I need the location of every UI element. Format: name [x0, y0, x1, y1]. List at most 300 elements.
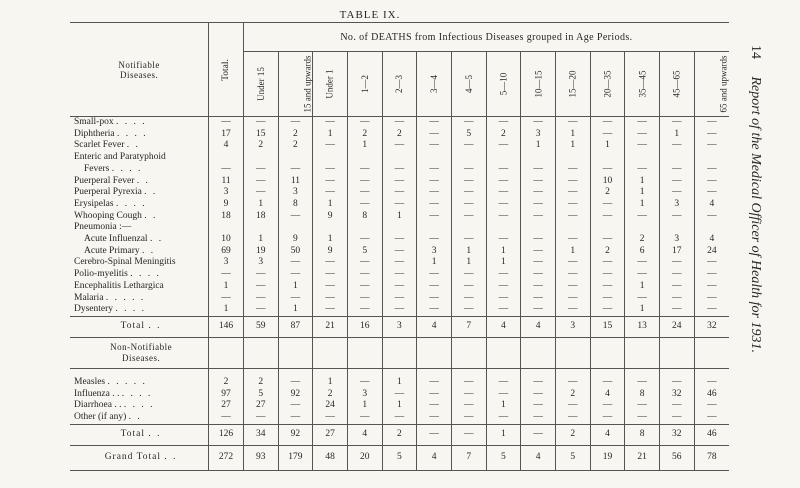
- cell-value: 3: [659, 199, 694, 211]
- cell-total: [209, 152, 244, 164]
- cell-value: —: [451, 187, 486, 199]
- cell-value: —: [417, 281, 452, 293]
- age-col-header: 15—20: [555, 52, 590, 117]
- cell-value: —: [243, 117, 278, 129]
- cell-total: 272: [209, 445, 244, 470]
- cell-value: 2: [347, 129, 382, 141]
- cell-total: 27: [209, 400, 244, 412]
- cell-value: —: [347, 164, 382, 176]
- cell-value: 5: [243, 389, 278, 401]
- cell-value: —: [347, 176, 382, 188]
- section-heading: Non-Notifiable Diseases.: [70, 337, 209, 368]
- cell-value: —: [590, 304, 625, 316]
- cell-value: —: [521, 187, 556, 199]
- cell-value: —: [521, 389, 556, 401]
- cell-total: 69: [209, 246, 244, 258]
- cell-value: 1: [417, 257, 452, 269]
- cell-value: 2: [278, 140, 313, 152]
- cell-value: 1: [347, 400, 382, 412]
- cell-value: —: [417, 269, 452, 281]
- cell-value: —: [521, 377, 556, 389]
- cell-value: —: [451, 140, 486, 152]
- cell-value: —: [486, 187, 521, 199]
- cell-value: —: [659, 117, 694, 129]
- total-row: [70, 424, 729, 445]
- cell-value: 48: [313, 445, 348, 470]
- cell-value: 19: [590, 445, 625, 470]
- cell-value: —: [590, 199, 625, 211]
- cell-total: —: [209, 293, 244, 305]
- cell-value: —: [278, 117, 313, 129]
- cell-value: —: [694, 304, 729, 316]
- cell-value: 4: [694, 199, 729, 211]
- grand-total-row: [70, 445, 729, 470]
- cell-value: 3: [417, 246, 452, 258]
- row-label: Total . .: [70, 424, 209, 445]
- cell-value: —: [659, 281, 694, 293]
- cell-value: 17: [659, 246, 694, 258]
- cell-value: —: [694, 269, 729, 281]
- cell-value: [451, 152, 486, 164]
- cell-value: 20: [347, 445, 382, 470]
- section-heading-row: [70, 337, 729, 368]
- age-col-header: 20—35: [590, 52, 625, 117]
- cell-value: —: [590, 269, 625, 281]
- cell-total: 146: [209, 316, 244, 337]
- cell-value: —: [659, 293, 694, 305]
- cell-total: 17: [209, 129, 244, 141]
- cell-value: 46: [694, 424, 729, 445]
- table-row: [70, 281, 729, 293]
- cell-value: —: [486, 117, 521, 129]
- cell-value: —: [694, 377, 729, 389]
- cell-value: —: [417, 400, 452, 412]
- cell-value: —: [382, 246, 417, 258]
- cell-value: 3: [521, 129, 556, 141]
- cell-value: —: [694, 257, 729, 269]
- cell-value: 2: [555, 424, 590, 445]
- cell-value: 59: [243, 316, 278, 337]
- cell-value: [590, 152, 625, 164]
- cell-value: 1: [278, 281, 313, 293]
- table-row: [70, 246, 729, 258]
- cell-value: 1: [625, 199, 660, 211]
- cell-value: 5: [382, 445, 417, 470]
- cell-value: [625, 222, 660, 234]
- cell-value: —: [313, 176, 348, 188]
- cell-value: 1: [521, 140, 556, 152]
- cell-value: —: [625, 211, 660, 223]
- row-label: Erysipelas . . . .: [70, 199, 209, 211]
- cell-value: —: [625, 164, 660, 176]
- cell-value: —: [313, 257, 348, 269]
- cell-value: —: [417, 424, 452, 445]
- age-col-header: 15 and upwards: [278, 52, 313, 117]
- row-label: Fevers . . . .: [70, 164, 209, 176]
- cell-value: —: [659, 257, 694, 269]
- table-row: [70, 199, 729, 211]
- age-group-header: No. of DEATHS from Infectious Diseases grouped in Age Periods.: [243, 23, 729, 52]
- cell-value: —: [486, 377, 521, 389]
- cell-value: 24: [659, 316, 694, 337]
- cell-value: —: [347, 304, 382, 316]
- cell-value: 1: [313, 234, 348, 246]
- cell-value: 1: [486, 424, 521, 445]
- cell-value: 2: [555, 389, 590, 401]
- cell-value: —: [659, 377, 694, 389]
- cell-value: 4: [417, 445, 452, 470]
- cell-value: —: [451, 389, 486, 401]
- cell-value: —: [625, 117, 660, 129]
- row-label: Acute Primary . .: [70, 246, 209, 258]
- cell-value: —: [659, 400, 694, 412]
- cell-value: 2: [382, 424, 417, 445]
- row-label: Malaria . . . . .: [70, 293, 209, 305]
- cell-value: —: [486, 412, 521, 424]
- cell-value: —: [590, 234, 625, 246]
- cell-value: [659, 222, 694, 234]
- cell-value: [486, 152, 521, 164]
- cell-value: 8: [625, 389, 660, 401]
- cell-value: 7: [451, 316, 486, 337]
- row-label: Pneumonia :—: [70, 222, 209, 234]
- age-col-header: 3—4: [417, 52, 452, 117]
- cell-value: —: [521, 281, 556, 293]
- cell-value: —: [313, 269, 348, 281]
- cell-value: [347, 222, 382, 234]
- cell-value: —: [659, 187, 694, 199]
- cell-value: 1: [382, 211, 417, 223]
- cell-value: —: [382, 176, 417, 188]
- cell-value: —: [555, 257, 590, 269]
- cell-value: —: [521, 199, 556, 211]
- cell-value: —: [521, 234, 556, 246]
- cell-value: —: [659, 164, 694, 176]
- cell-total: 3: [209, 187, 244, 199]
- cell-value: —: [521, 117, 556, 129]
- cell-value: —: [625, 129, 660, 141]
- cell-value: 1: [382, 377, 417, 389]
- cell-total: 97: [209, 389, 244, 401]
- cell-value: [694, 152, 729, 164]
- cell-value: —: [451, 281, 486, 293]
- table-row: [70, 187, 729, 199]
- cell-value: —: [486, 176, 521, 188]
- cell-total: 1: [209, 281, 244, 293]
- cell-value: —: [382, 164, 417, 176]
- cell-value: —: [555, 304, 590, 316]
- cell-value: —: [590, 281, 625, 293]
- row-label: Scarlet Fever . .: [70, 140, 209, 152]
- table-row: [70, 164, 729, 176]
- cell-value: —: [694, 211, 729, 223]
- cell-value: —: [694, 281, 729, 293]
- cell-value: —: [347, 199, 382, 211]
- cell-value: 1: [555, 246, 590, 258]
- cell-value: 1: [243, 234, 278, 246]
- cell-value: 32: [694, 316, 729, 337]
- cell-value: 15: [243, 129, 278, 141]
- cell-value: 92: [278, 389, 313, 401]
- cell-value: —: [243, 164, 278, 176]
- cell-total: 2: [209, 377, 244, 389]
- row-label: Grand Total . .: [70, 445, 209, 470]
- cell-value: —: [451, 211, 486, 223]
- cell-value: —: [694, 129, 729, 141]
- age-col-header: 1—2: [347, 52, 382, 117]
- cell-value: —: [659, 211, 694, 223]
- cell-value: —: [347, 257, 382, 269]
- row-label: Whooping Cough . .: [70, 211, 209, 223]
- cell-value: —: [694, 140, 729, 152]
- cell-value: —: [694, 412, 729, 424]
- row-label: Diphtheria . . . .: [70, 129, 209, 141]
- cell-value: —: [417, 293, 452, 305]
- cell-value: —: [451, 424, 486, 445]
- age-col-header: 35—45: [625, 52, 660, 117]
- cell-value: —: [347, 377, 382, 389]
- row-label: Influenza . . . . . .: [70, 389, 209, 401]
- cell-value: —: [694, 117, 729, 129]
- cell-value: —: [417, 389, 452, 401]
- cell-value: —: [451, 164, 486, 176]
- age-col-header: 4—5: [451, 52, 486, 117]
- running-header: [739, 45, 763, 485]
- table-row: [70, 222, 729, 234]
- cell-value: —: [313, 293, 348, 305]
- cell-value: 1: [625, 281, 660, 293]
- cell-value: —: [625, 377, 660, 389]
- cell-value: —: [555, 281, 590, 293]
- cell-value: [659, 152, 694, 164]
- cell-total: 18: [209, 211, 244, 223]
- cell-value: 3: [382, 316, 417, 337]
- cell-value: —: [243, 269, 278, 281]
- cell-value: —: [590, 211, 625, 223]
- cell-value: —: [417, 234, 452, 246]
- cell-value: —: [555, 199, 590, 211]
- cell-value: 3: [555, 316, 590, 337]
- row-label: Puerperal Pyrexia . .: [70, 187, 209, 199]
- table-row: [70, 293, 729, 305]
- cell-value: 1: [625, 187, 660, 199]
- cell-value: 87: [278, 316, 313, 337]
- cell-value: —: [590, 257, 625, 269]
- cell-value: 16: [347, 316, 382, 337]
- age-col-header: 10—15: [521, 52, 556, 117]
- cell-value: —: [555, 269, 590, 281]
- cell-value: —: [659, 269, 694, 281]
- age-col-header: 45—65: [659, 52, 694, 117]
- cell-value: 19: [243, 246, 278, 258]
- cell-value: 5: [347, 246, 382, 258]
- cell-value: —: [451, 199, 486, 211]
- cell-value: —: [243, 281, 278, 293]
- cell-value: —: [625, 269, 660, 281]
- table-row: [70, 304, 729, 316]
- cell-value: —: [555, 293, 590, 305]
- cell-value: 2: [590, 246, 625, 258]
- cell-value: —: [625, 400, 660, 412]
- cell-value: —: [694, 187, 729, 199]
- cell-value: —: [590, 117, 625, 129]
- cell-value: 7: [451, 445, 486, 470]
- cell-value: —: [347, 117, 382, 129]
- row-label: Encephalitis Lethargica: [70, 281, 209, 293]
- cell-value: —: [243, 412, 278, 424]
- cell-value: 3: [243, 257, 278, 269]
- cell-value: 4: [590, 389, 625, 401]
- cell-value: —: [278, 377, 313, 389]
- cell-value: 1: [555, 129, 590, 141]
- cell-value: 2: [590, 187, 625, 199]
- cell-value: 1: [590, 140, 625, 152]
- cell-value: [243, 152, 278, 164]
- cell-value: 179: [278, 445, 313, 470]
- cell-value: —: [625, 140, 660, 152]
- cell-value: —: [417, 164, 452, 176]
- cell-value: 2: [278, 129, 313, 141]
- cell-value: —: [521, 424, 556, 445]
- cell-value: [555, 152, 590, 164]
- cell-value: 4: [417, 316, 452, 337]
- cell-value: 1: [451, 246, 486, 258]
- table-row: [70, 140, 729, 152]
- cell-value: [313, 152, 348, 164]
- cell-value: —: [347, 234, 382, 246]
- cell-value: 32: [659, 424, 694, 445]
- cell-value: —: [694, 164, 729, 176]
- cell-value: 34: [243, 424, 278, 445]
- table-row: [70, 377, 729, 389]
- cell-value: 1: [486, 257, 521, 269]
- cell-value: 1: [243, 199, 278, 211]
- cell-value: 92: [278, 424, 313, 445]
- table-row: [70, 152, 729, 164]
- cell-value: —: [451, 234, 486, 246]
- cell-value: 50: [278, 246, 313, 258]
- cell-value: —: [417, 211, 452, 223]
- cell-value: [382, 152, 417, 164]
- cell-value: —: [278, 269, 313, 281]
- cell-value: —: [243, 187, 278, 199]
- cell-value: —: [347, 187, 382, 199]
- cell-value: 27: [313, 424, 348, 445]
- cell-value: [625, 152, 660, 164]
- cell-value: —: [243, 293, 278, 305]
- cell-value: —: [451, 400, 486, 412]
- table-row: [70, 211, 729, 223]
- cell-value: —: [486, 164, 521, 176]
- cell-value: —: [382, 140, 417, 152]
- cell-value: 5: [451, 129, 486, 141]
- cell-value: —: [417, 187, 452, 199]
- cell-value: —: [555, 176, 590, 188]
- age-col-header: 2—3: [382, 52, 417, 117]
- cell-value: —: [486, 234, 521, 246]
- cell-value: 8: [625, 424, 660, 445]
- cell-value: 8: [278, 199, 313, 211]
- cell-value: [382, 222, 417, 234]
- cell-value: —: [694, 400, 729, 412]
- table-title: TABLE IX.: [339, 9, 401, 21]
- running-title: Report of the Medical Officer of Health for 1931.: [748, 76, 763, 353]
- cell-value: —: [659, 304, 694, 316]
- cell-value: —: [555, 412, 590, 424]
- cell-value: —: [521, 269, 556, 281]
- cell-value: 1: [555, 140, 590, 152]
- cell-value: 46: [694, 389, 729, 401]
- cell-value: —: [521, 211, 556, 223]
- cell-value: 1: [382, 400, 417, 412]
- cell-value: 9: [278, 234, 313, 246]
- cell-value: —: [590, 164, 625, 176]
- mortality-table: [70, 22, 729, 471]
- cell-value: —: [382, 257, 417, 269]
- cell-value: —: [521, 400, 556, 412]
- cell-value: —: [555, 211, 590, 223]
- cell-value: —: [590, 377, 625, 389]
- total-row: [70, 316, 729, 337]
- cell-value: —: [451, 412, 486, 424]
- cell-value: —: [313, 304, 348, 316]
- cell-value: [590, 222, 625, 234]
- cell-value: 11: [278, 176, 313, 188]
- cell-value: —: [486, 199, 521, 211]
- cell-value: —: [451, 293, 486, 305]
- cell-value: —: [659, 140, 694, 152]
- cell-value: 18: [243, 211, 278, 223]
- cell-value: —: [451, 304, 486, 316]
- cell-value: —: [694, 293, 729, 305]
- cell-value: 2: [625, 234, 660, 246]
- cell-value: [486, 222, 521, 234]
- cell-value: 3: [659, 234, 694, 246]
- cell-value: —: [278, 293, 313, 305]
- cell-value: —: [694, 176, 729, 188]
- age-col-header: 65 and upwards: [694, 52, 729, 117]
- cell-total: 4: [209, 140, 244, 152]
- cell-value: 21: [313, 316, 348, 337]
- cell-value: —: [278, 412, 313, 424]
- cell-value: 5: [486, 445, 521, 470]
- cell-value: 21: [625, 445, 660, 470]
- cell-value: —: [590, 293, 625, 305]
- cell-value: —: [486, 211, 521, 223]
- cell-value: —: [625, 412, 660, 424]
- cell-value: [521, 222, 556, 234]
- table-row: [70, 129, 729, 141]
- cell-value: —: [382, 281, 417, 293]
- cell-value: [417, 152, 452, 164]
- cell-value: —: [521, 304, 556, 316]
- cell-value: —: [451, 176, 486, 188]
- cell-value: [555, 222, 590, 234]
- cell-value: —: [347, 269, 382, 281]
- cell-value: —: [521, 164, 556, 176]
- cell-value: 10: [590, 176, 625, 188]
- cell-value: —: [486, 269, 521, 281]
- row-label: Enteric and Paratyphoid: [70, 152, 209, 164]
- cell-value: —: [278, 400, 313, 412]
- cell-total: 126: [209, 424, 244, 445]
- cell-value: 15: [590, 316, 625, 337]
- age-col-header: 5—10: [486, 52, 521, 117]
- cell-value: —: [555, 164, 590, 176]
- cell-value: 1: [625, 304, 660, 316]
- row-label-header: Notifiable Diseases.: [70, 23, 209, 117]
- cell-total: 9: [209, 199, 244, 211]
